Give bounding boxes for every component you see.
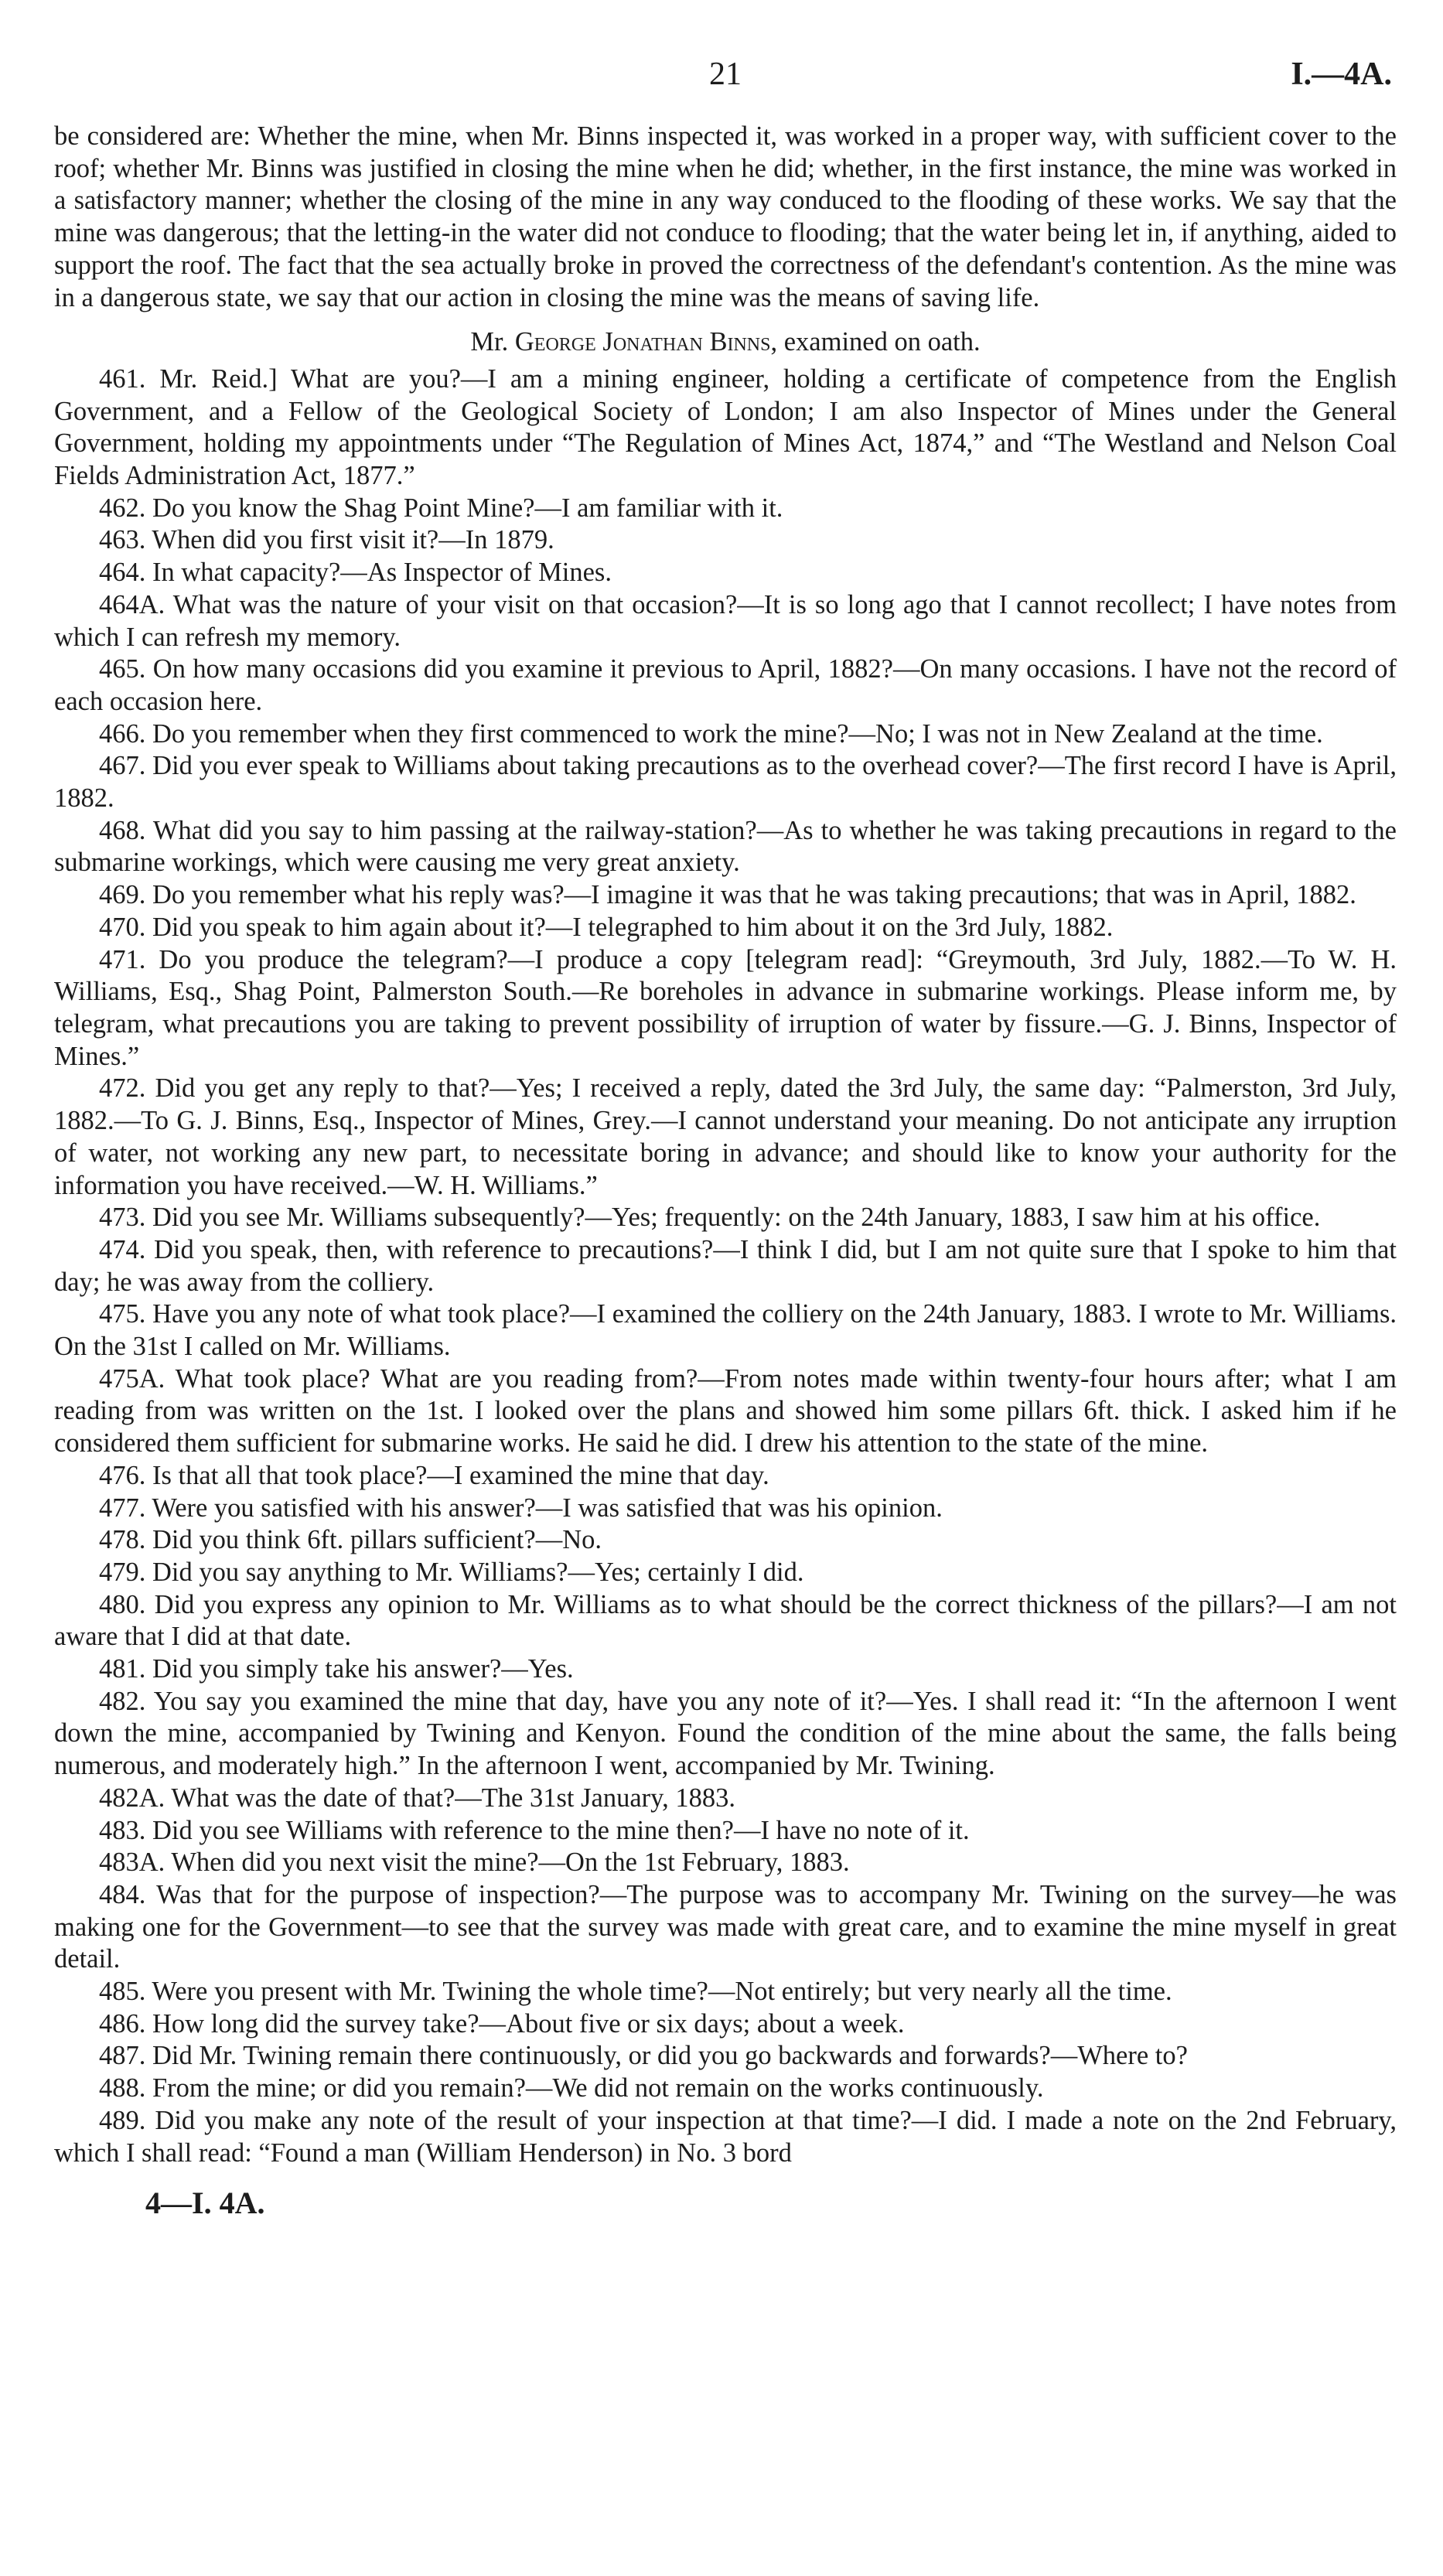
question-paragraph [54, 363, 1397, 493]
question-number: 477. [99, 1493, 146, 1523]
question-paragraph [54, 750, 1397, 814]
question-text: Do you remember what his reply was?—I imagine it was that he was taking precautions; that was in April, 1882. [152, 880, 1356, 910]
question-number: 482. [99, 1686, 146, 1716]
question-text: Did you speak, then, with reference to precautions?—I think I did, but I am not quite sure that I spoke to him that day; he was away from the colliery. [54, 1234, 1397, 1297]
question-number: 481. [99, 1654, 146, 1684]
question-paragraph [54, 1815, 1397, 1848]
question-text: What was the date of that?—The 31st January, 1883. [171, 1783, 736, 1813]
question-number: 478. [99, 1525, 146, 1555]
question-text: Is that all that took place?—I examined the mine that day. [152, 1460, 769, 1490]
question-number: 466. [99, 718, 146, 749]
question-text: Do you produce the telegram?—I produce a copy [telegram read]: “Greymouth, 3rd July, 1882.—To W. H. Williams, Esq., Shag Point, Palmerston South.—Re boreholes in advance in submarine workings. Please inform me, by telegram, what precautions you are taking to prevent possibility of irruption of water by fissure.—G. J. Binns, Inspector of Mines.” [54, 944, 1397, 1071]
question-text: Mr. Reid.] What are you?—I am a mining engineer, holding a certificate of competence from the English Government, and a Fellow of the Geological Society of London; I am also Inspector of Mines under the General Government, holding my appointments under “The Regulation of Mines Act, 1874,” and “The Westland and Nelson Coal Fields Administration Act, 1877.” [54, 363, 1397, 491]
intro-paragraph: be considered are: Whether the mine, when Mr. Binns inspected it, was worked in a proper way, with sufficient cover to the roof; whether Mr. Binns was justified in closing the mine when he did; whether, in the first instance, the mine was worked in a satisfactory manner; whether the closing of the mine in any way conduced to the flooding of these works. We say that the mine was dangerous; that the letting-in the water did not conduce to flooding; that the water being let in, if anything, aided to support the roof. The fact that the sea actually broke in proved the correctness of the defendant's contention. As the mine was in a dangerous state, we say that our action in closing the mine was the means of saving life. [54, 121, 1397, 312]
question-number: 484. [99, 1879, 146, 1909]
question-text: Did you say anything to Mr. Williams?—Yes; certainly I did. [152, 1557, 804, 1587]
question-text: Do you know the Shag Point Mine?—I am familiar with it. [152, 493, 783, 523]
question-paragraph [54, 1557, 1397, 1589]
question-number: 485. [99, 1977, 146, 2007]
question-number: 475. [99, 1299, 146, 1329]
question-paragraph [54, 1363, 1397, 1460]
question-number: 471. [99, 944, 146, 974]
witness-heading-suffix: , examined on oath. [770, 327, 981, 357]
question-paragraph [54, 2073, 1397, 2105]
question-paragraph [54, 1202, 1397, 1234]
question-number: 473. [99, 1203, 146, 1233]
question-paragraph [54, 2008, 1397, 2041]
question-paragraph [54, 1493, 1397, 1525]
question-paragraph [54, 912, 1397, 944]
question-number: 474. [99, 1234, 146, 1264]
question-text: Were you present with Mr. Twining the whole time?—Not entirely; but very nearly all the time. [152, 1977, 1172, 2007]
question-number: 476. [99, 1460, 146, 1490]
question-number: 461. [99, 363, 146, 394]
question-text: How long did the survey take?—About five or six days; about a week. [152, 2008, 905, 2039]
question-paragraph [54, 557, 1397, 589]
question-text: Do you remember when they first commenced to work the mine?—No; I was not in New Zealand at the time. [152, 718, 1323, 749]
question-number: 467. [99, 751, 146, 781]
question-text: Did you express any opinion to Mr. Williams as to what should be the correct thickness of the pillars?—I am not aware that I did at that date. [54, 1589, 1397, 1652]
question-text: Did you make any note of the result of your inspection at that time?—I did. I made a note on the 2nd February, which I shall read: “Found a man (William Henderson) in No. 3 bord [54, 2105, 1397, 2168]
question-paragraph [54, 589, 1397, 653]
question-number: 483. [99, 1815, 146, 1845]
question-text: Did you get any reply to that?—Yes; I received a reply, dated the 3rd July, the same day: “Palmerston, 3rd July, 1882.—To G. J. Binns, Esq., Inspector of Mines, Grey.—I cannot understand your meaning. Do not anticipate any irruption of water, not working any new part, to necessitate boring in advance; and should like to know your authority for the information you have received.—W. H. Williams.” [54, 1073, 1397, 1200]
question-text: When did you first visit it?—In 1879. [152, 525, 554, 555]
question-text: Did Mr. Twining remain there continuously, or did you go backwards and forwards?—Where to? [152, 2041, 1188, 2071]
question-number: 480. [99, 1589, 146, 1619]
question-paragraph [54, 879, 1397, 912]
question-number: 488. [99, 2073, 146, 2103]
question-paragraph [54, 1783, 1397, 1815]
question-text: When did you next visit the mine?—On the 1st February, 1883. [171, 1848, 850, 1878]
question-paragraph [54, 2105, 1397, 2169]
question-paragraph [54, 815, 1397, 879]
question-paragraph [54, 1298, 1397, 1363]
question-paragraph [54, 653, 1397, 718]
question-number: 486. [99, 2008, 146, 2039]
question-answer-list [54, 363, 1397, 2169]
question-number: 472. [99, 1073, 146, 1104]
question-number: 464A. [99, 589, 165, 619]
question-paragraph [54, 1524, 1397, 1557]
question-paragraph [54, 944, 1397, 1073]
question-text: From the mine; or did you remain?—We did not remain on the works continuously. [152, 2073, 1044, 2103]
question-text: Have you any note of what took place?—I examined the colliery on the 24th January, 1883. I wrote to Mr. Williams. On the 31st I called on Mr. Williams. [54, 1299, 1397, 1362]
question-number: 489. [99, 2105, 146, 2135]
question-paragraph [54, 1847, 1397, 1879]
question-text: What did you say to him passing at the railway-station?—As to whether he was taking precautions in regard to the submarine workings, which were causing me very great anxiety. [54, 815, 1397, 878]
question-number: 470. [99, 912, 146, 942]
question-text: In what capacity?—As Inspector of Mines. [152, 558, 612, 588]
question-text: Did you simply take his answer?—Yes. [152, 1654, 574, 1684]
question-paragraph [54, 718, 1397, 751]
page-header [54, 56, 1397, 121]
question-paragraph [54, 2040, 1397, 2073]
question-number: 465. [99, 654, 146, 684]
question-text: What was the nature of your visit on that occasion?—It is so long ago that I cannot recollect; I have notes from which I can refresh my memory. [54, 589, 1397, 652]
question-paragraph [54, 1460, 1397, 1493]
question-number: 475A. [99, 1363, 165, 1394]
question-text: Did you see Mr. Williams subsequently?—Yes; frequently: on the 24th January, 1883, I saw him at his office. [152, 1203, 1321, 1233]
question-paragraph [54, 1073, 1397, 1202]
question-paragraph [54, 1686, 1397, 1783]
question-paragraph [54, 1976, 1397, 2008]
question-text: What took place? What are you reading from?—From notes made within twenty-four hours after; what I am reading from was written on the 1st. I looked over the plans and showed him some pillars 6ft. thick. I asked him if he considered them sufficient for submarine works. He said he did. I drew his attention to the state of the mine. [54, 1363, 1397, 1459]
question-number: 482A. [99, 1783, 165, 1813]
question-paragraph [54, 1589, 1397, 1653]
document-reference: I.—4A. [1291, 56, 1392, 92]
question-number: 469. [99, 880, 146, 910]
question-paragraph [54, 1879, 1397, 1976]
question-text: Did you think 6ft. pillars sufficient?—No. [152, 1525, 602, 1555]
question-number: 483A. [99, 1848, 165, 1878]
witness-heading-prefix: Mr. [470, 327, 515, 357]
signature-mark: 4—I. 4A. [145, 2185, 265, 2221]
question-paragraph [54, 524, 1397, 557]
question-text: You say you examined the mine that day, have you any note of it?—Yes. I shall read it: “In the afternoon I went down the mine, accompanied by Twining and Kenyon. Found the condition of the mine about the same, the falls being numerous, and moderately high.” In the afternoon I went, accompanied by Mr. Twining. [54, 1686, 1397, 1781]
question-paragraph [54, 1234, 1397, 1298]
question-number: 462. [99, 493, 146, 523]
page-number: 21 [709, 56, 742, 92]
question-text: Did you speak to him again about it?—I telegraphed to him about it on the 3rd July, 1882. [152, 912, 1114, 942]
question-number: 479. [99, 1557, 146, 1587]
question-paragraph [54, 493, 1397, 525]
question-number: 463. [99, 525, 146, 555]
question-text: Did you see Williams with reference to the mine then?—I have no note of it. [152, 1815, 970, 1845]
question-text: On how many occasions did you examine it previous to April, 1882?—On many occasions. I have not the record of each occasion here. [54, 654, 1397, 716]
witness-heading [54, 326, 1397, 359]
question-text: Were you satisfied with his answer?—I was satisfied that was his opinion. [152, 1493, 943, 1523]
question-number: 468. [99, 815, 146, 845]
question-number: 487. [99, 2041, 146, 2071]
witness-name: George Jonathan Binns [514, 327, 771, 357]
question-number: 464. [99, 558, 146, 588]
question-text: Was that for the purpose of inspection?—The purpose was to accompany Mr. Twining on the survey—he was making one for the Government—to see that the survey was made with great care, and to examine the mine myself in great detail. [54, 1879, 1397, 1974]
question-text: Did you ever speak to Williams about taking precautions as to the overhead cover?—The first record I have is April, 1882. [54, 751, 1397, 814]
question-paragraph [54, 1653, 1397, 1686]
